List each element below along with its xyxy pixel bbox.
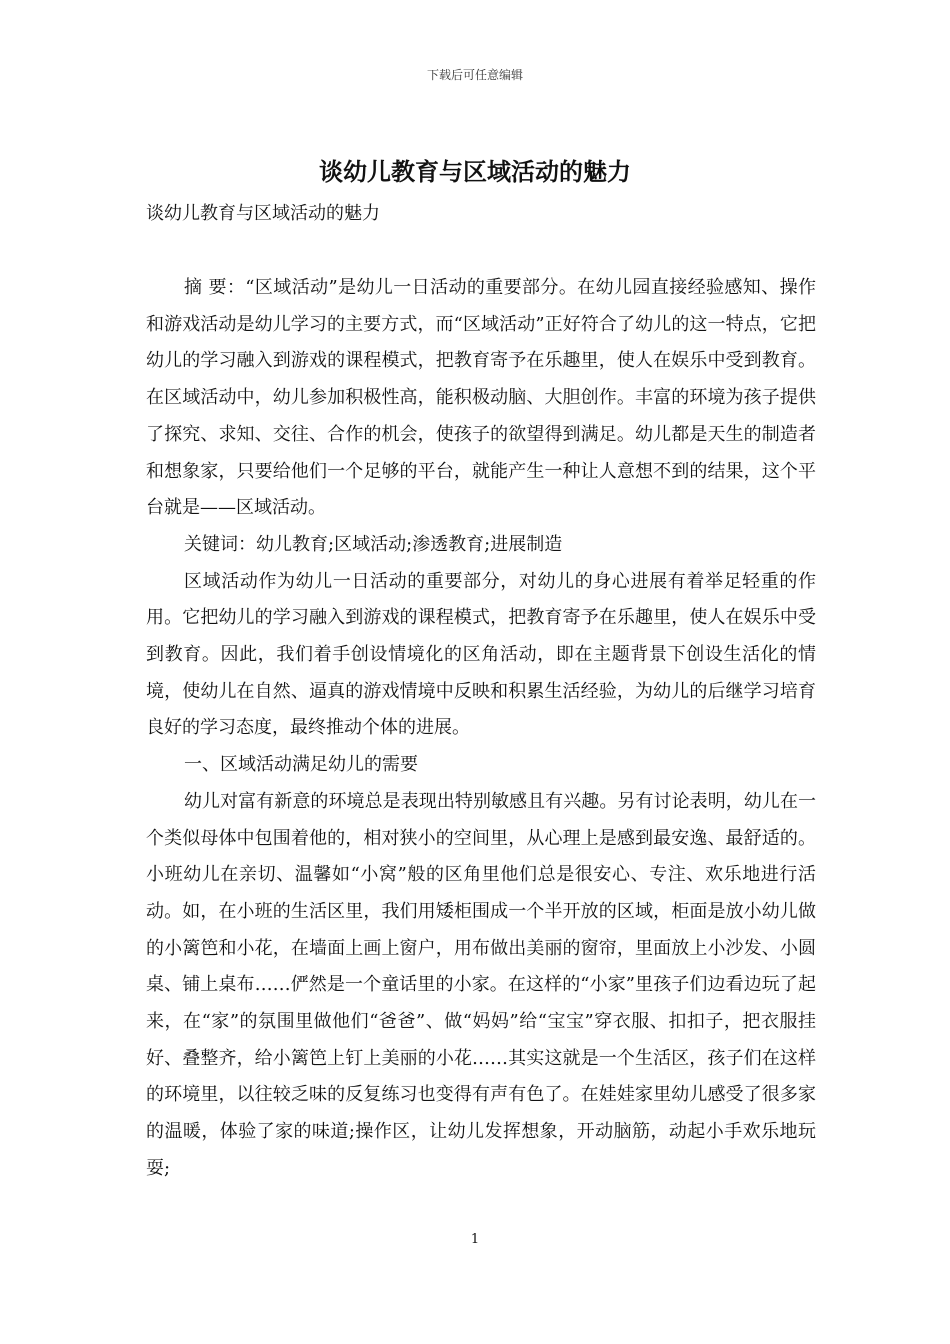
document-subtitle: 谈幼儿教育与区域活动的魅力 — [146, 203, 380, 224]
document-body — [146, 270, 816, 1188]
section-paragraph: 幼儿对富有新意的环境总是表现出特别敏感且有兴趣。另有讨论表明，幼儿在一个类似母体中包围着他的，相对狭小的空间里，从心理上是感到最安逸、最舒适的。小班幼儿在亲切、温馨如“小窝”般的区角里他们总是很安心、专注、欢乐地进行活动。如，在小班的生活区里，我们用矮柜围成一个半开放的区域，柜面是放小幼儿做的小篱笆和小花，在墙面上画上窗户，用布做出美丽的窗帘，里面放上小沙发、小圆桌、铺上桌布……俨然是一个童话里的小家。在这样的“小家”里孩子们边看边玩了起来，在“家”的氛围里做他们“爸爸”、做“妈妈”给“宝宝”穿衣服、扣扣子，把衣服挂好、叠整齐，给小篱笆上钉上美丽的小花……其实这就是一个生活区，孩子们在这样的环境里，以往较乏味的反复练习也变得有声有色了。在娃娃家里幼儿感受了很多家的温暖，体验了家的味道;操作区，让幼儿发挥想象，开动脑筋，动起小手欢乐地玩耍; — [146, 790, 816, 1179]
section-heading: 一、区域活动满足幼儿的需要 — [184, 754, 418, 776]
intro-paragraph: 区域活动作为幼儿一日活动的重要部分，对幼儿的身心进展有着举足轻重的作用。它把幼儿的学习融入到游戏的课程模式，把教育寄予在乐趣里，使人在娱乐中受到教育。因此，我们着手创设情境化的区角活动，即在主题背景下创设生活化的情境，使幼儿在自然、逼真的游戏情境中反映和积累生活经验，为幼儿的后继学习培育良好的学习态度，最终推动个体的进展。 — [146, 570, 816, 739]
keywords-paragraph: 关键词：幼儿教育;区域活动;渗透教育;进展制造 — [184, 533, 563, 555]
page-header-note: 下载后可任意编辑 — [426, 68, 523, 82]
document-title: 谈幼儿教育与区域活动的魅力 — [319, 157, 631, 186]
abstract-paragraph: 摘 要：“区域活动”是幼儿一日活动的重要部分。在幼儿园直接经验感知、操作和游戏活动是幼儿学习的主要方式，而“区域活动”正好符合了幼儿的这一特点，它把幼儿的学习融入到游戏的课程模式，把教育寄予在乐趣里，使人在娱乐中受到教育。在区域活动中，幼儿参加积极性高，能积极动脑、大胆创作。丰富的环境为孩子提供了探究、求知、交往、合作的机会，使孩子的欲望得到满足。幼儿都是天生的制造者和想象家，只要给他们一个足够的平台，就能产生一种让人意想不到的结果，这个平台就是——区域活动。 — [146, 277, 816, 519]
page-number: 1 — [470, 1232, 480, 1247]
